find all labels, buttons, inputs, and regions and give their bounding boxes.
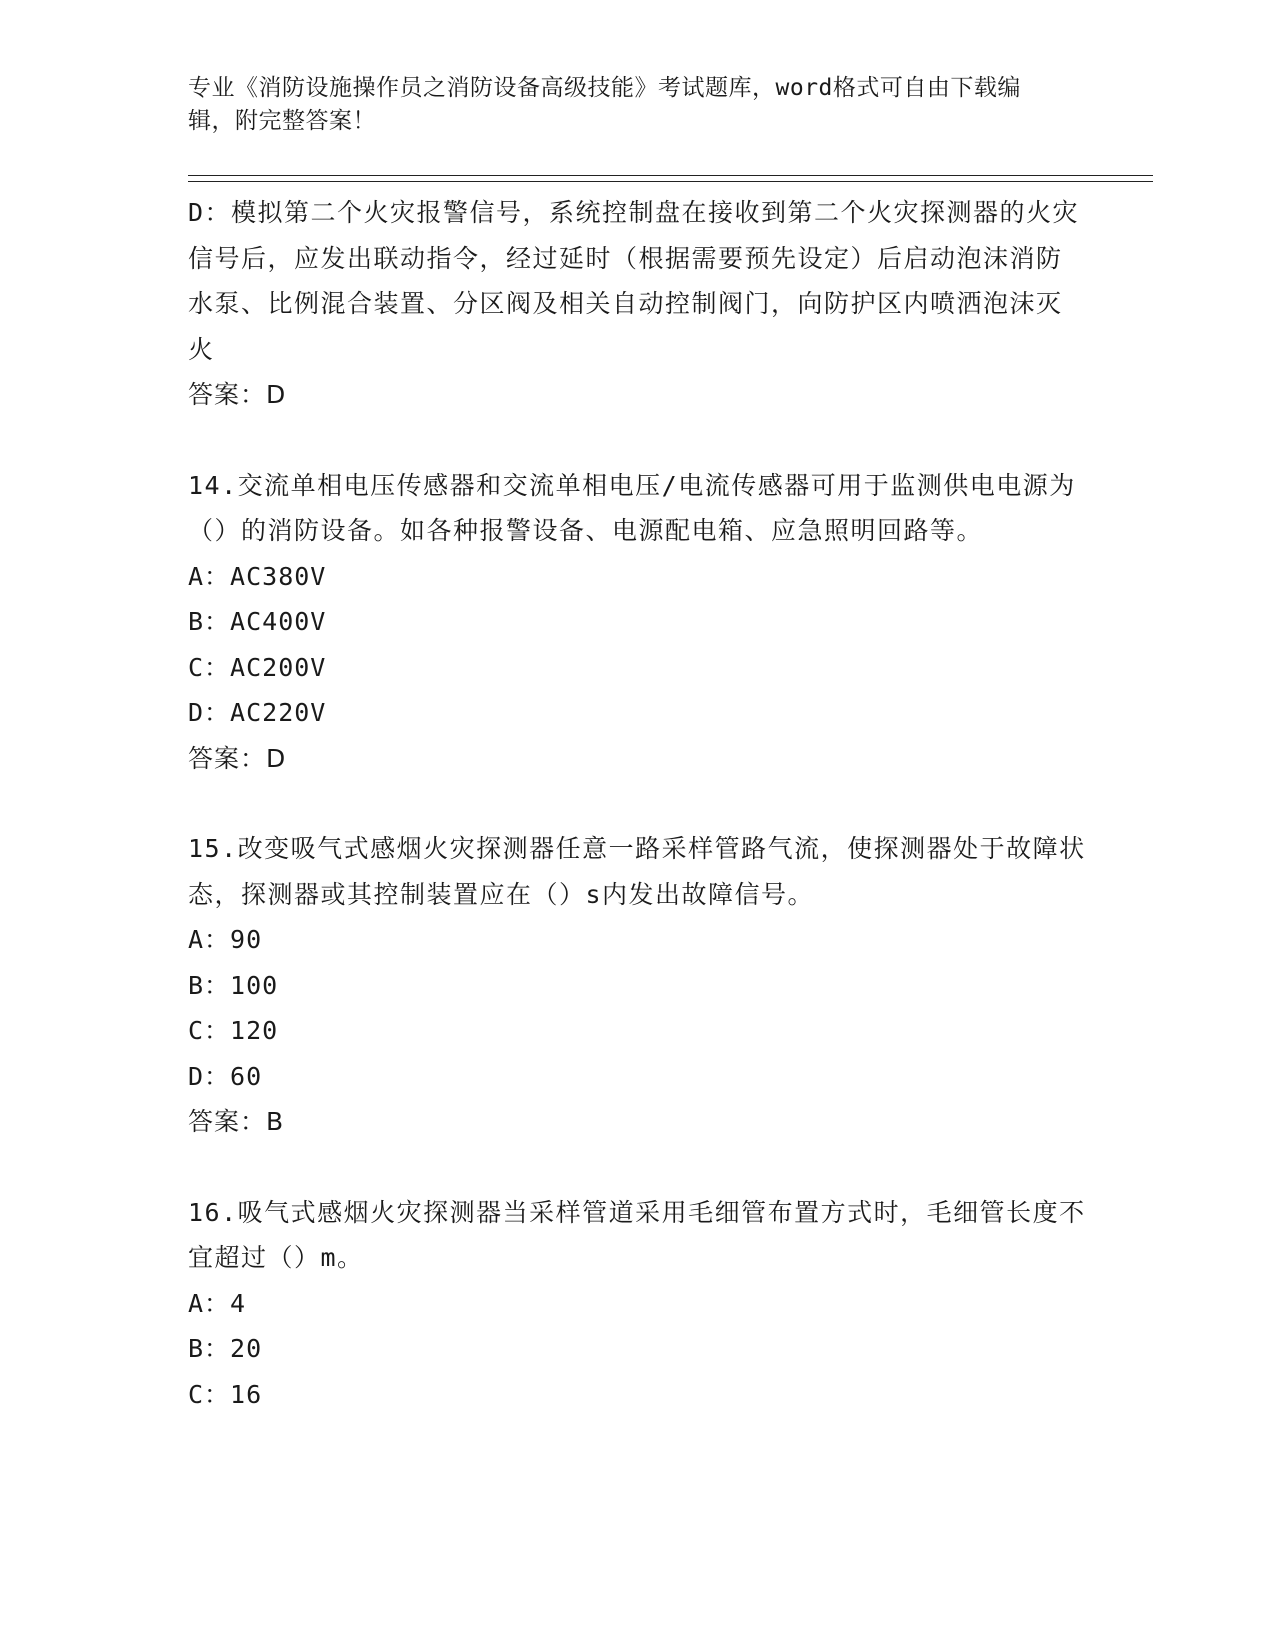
question-16-option-a: A：4 [188,1288,247,1318]
document-body [188,190,1088,1417]
question-14-answer: 答案：D [188,743,287,773]
question-14-option-a: A：AC380V [188,561,327,591]
question-15-option-d: D：60 [188,1061,263,1091]
header-divider-top [188,175,1153,176]
question-16-option-c: C：16 [188,1379,263,1409]
prev-option-d: D：模拟第二个火灾报警信号，系统控制盘在接收到第二个火灾探测器的火灾信号后，应发出联动指令，经过延时（根据需要预先设定）后启动泡沫消防水泵、比例混合装置、分区阀及相关自动控制阀门，向防护区内喷洒泡沫灭火 [188,198,1080,364]
question-15-answer: 答案：B [188,1107,285,1136]
page-header [188,72,1068,138]
header-line-2: 辑，附完整答案！ [188,108,376,134]
question-14-option-c: C：AC200V [188,652,327,682]
prev-answer: 答案：D [188,380,287,409]
question-15-option-a: A：90 [188,925,263,954]
question-16-text: 16.吸气式感烟火灾探测器当采样管道采用毛细管布置方式时，毛细管长度不宜超过（）m。 [188,1197,1086,1272]
header-line-1: 专业《消防设施操作员之消防设备高级技能》考试题库，word格式可自由下载编 [188,75,1021,101]
question-15-option-b: B：100 [188,970,279,1000]
question-14-text: 14.交流单相电压传感器和交流单相电压/电流传感器可用于监测供电电源为（）的消防设备。如各种报警设备、电源配电箱、应急照明回路等。 [188,470,1076,545]
question-14-option-d: D：AC220V [188,698,327,727]
question-15-text: 15.改变吸气式感烟火灾探测器任意一路采样管路气流，使探测器处于故障状态，探测器或其控制装置应在（）s内发出故障信号。 [188,834,1086,909]
question-15-option-c: C：120 [188,1016,279,1045]
question-16-option-b: B：20 [188,1334,263,1363]
question-14-option-b: B：AC400V [188,607,327,636]
header-divider-bottom [188,181,1153,182]
